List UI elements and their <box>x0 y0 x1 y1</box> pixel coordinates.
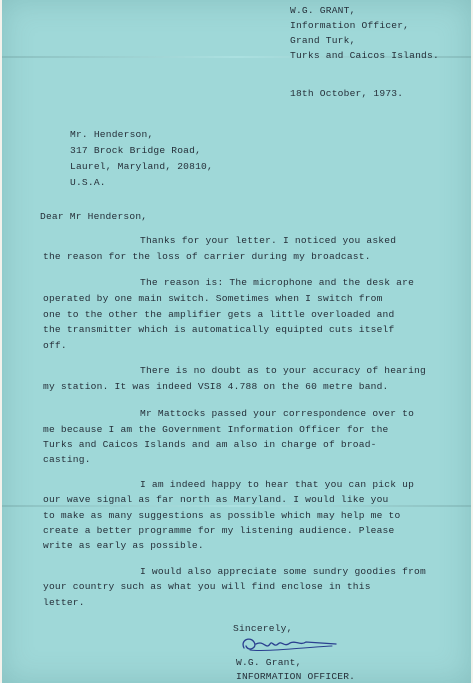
paragraph-line: one to the other the amplifier gets a little overloaded and <box>43 309 395 320</box>
recipient-street: 317 Brock Bridge Road, <box>70 145 202 156</box>
paragraph-line: Turks and Caicos Islands and am also in charge of broad- <box>43 439 377 450</box>
paragraph-line: create a better programme for my listening audience. Please <box>43 525 395 536</box>
paragraph-line: The reason is: The microphone and the desk are <box>140 277 415 288</box>
recipient-country: U.S.A. <box>70 177 106 188</box>
sender-title: Information Officer, <box>290 20 410 31</box>
paragraph-line: I would also appreciate some sundry goodies from <box>140 566 426 577</box>
paragraph-line: off. <box>43 340 67 351</box>
sender-name: W.G. GRANT, <box>290 5 356 16</box>
paragraph-line: your country such as what you will find enclose in this <box>43 581 371 592</box>
paragraph-line: There is no doubt as to your accuracy of hearing <box>140 365 426 376</box>
paragraph-line: write as early as possible. <box>43 540 204 551</box>
signature-name: W.G. Grant, <box>236 657 302 668</box>
salutation: Dear Mr Henderson, <box>40 211 148 222</box>
paragraph-line: our wave signal as far north as Maryland. I would like you <box>43 494 389 505</box>
recipient-city: Laurel, Maryland, 20810, <box>70 161 213 172</box>
recipient-name: Mr. Henderson, <box>70 129 154 140</box>
paragraph-line: casting. <box>43 454 91 465</box>
paragraph-line: me because I am the Government Information Officer for the <box>43 424 389 435</box>
paragraph-line: letter. <box>43 597 85 608</box>
paragraph-line: Thanks for your letter. I noticed you asked <box>140 235 397 246</box>
closing: Sincerely, <box>233 623 293 634</box>
paragraph-line: my station. It was indeed VSI8 4.788 on the 60 metre band. <box>43 381 389 392</box>
sender-place: Grand Turk, <box>290 35 356 46</box>
paragraph-line: the transmitter which is automatically equipted cuts itself <box>43 324 395 335</box>
paragraph-line: operated by one main switch. Sometimes when I switch from <box>43 293 383 304</box>
paragraph-line: to make as many suggestions as possible which may help me to <box>43 510 401 521</box>
signature-title: INFORMATION OFFICER. <box>236 671 356 682</box>
handwritten-signature <box>236 632 346 660</box>
paragraph-line: I am indeed happy to hear that you can pick up <box>140 479 415 490</box>
paragraph-line: Mr Mattocks passed your correspondence over to <box>140 408 415 419</box>
sender-country: Turks and Caicos Islands. <box>290 50 439 61</box>
letter-date: 18th October, 1973. <box>290 88 404 99</box>
paragraph-line: the reason for the loss of carrier during my broadcast. <box>43 251 371 262</box>
